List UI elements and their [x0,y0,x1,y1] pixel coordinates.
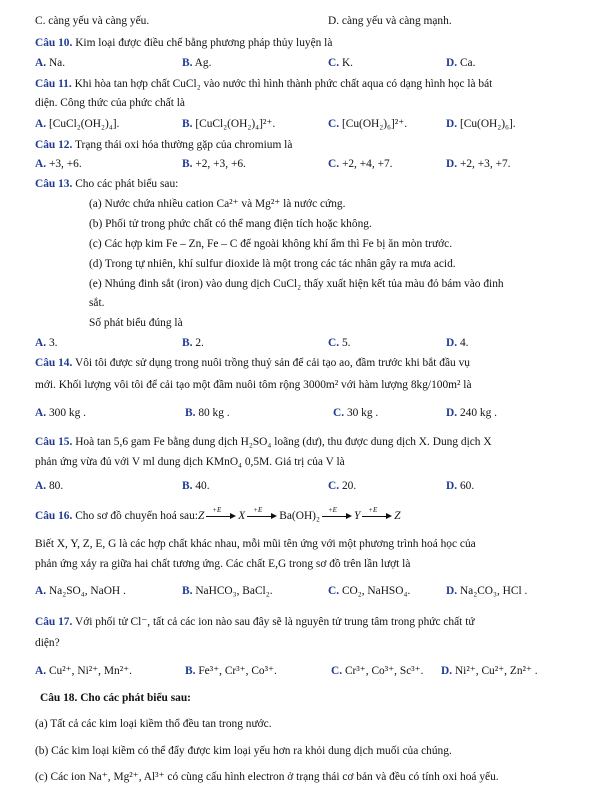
question-number: Câu 17. [35,616,73,628]
option-c: CO₂, NaHSO₄. [341,585,411,597]
reaction-arrow-icon: +E [206,511,236,521]
question-12 [35,138,589,153]
label-c: C. [328,158,340,170]
label-b: B. [182,337,193,349]
option-a: [CuCl₂(OH₂)₄]. [48,118,120,130]
option-a: 3. [48,337,58,349]
statement-d: (d) Trong tự nhiên, khí sulfur dioxide là một trong các tác nhân gây ra mưa acid. [89,258,456,270]
label-d: D. [441,665,453,677]
question-15-line-2: phản ứng vừa đủ với V ml dung dịch KMnO₄ 0,5M. Giá trị của V là [35,456,345,468]
label-c: C. [328,480,340,492]
label-c: C. [328,118,340,130]
question-number: Câu 12. [35,139,73,151]
option-c: +2, +4, +7. [341,158,393,170]
question-text: Hoà tan 5,6 gam Fe bằng dung dịch H₂SO₄ loãng (dư), thu được dung dịch X. Dung dịch X [72,436,492,448]
label-d: D. [446,480,458,492]
option-b: Ag. [194,57,212,69]
statement-c: (c) Các ion Na⁺, Mg²⁺, Al³⁺ có cùng cấu hình electron ở trạng thái cơ bản và đều có tính oxi hoá yếu. [35,771,499,783]
label-b: B. [182,585,193,597]
question-number: Câu 13. [35,178,73,190]
option-d: +2, +3, +7. [459,158,511,170]
question-14-line-1 [35,356,589,371]
option-d: Ca. [459,57,476,69]
option-b: 40. [195,480,210,492]
option-c: Cr³⁺, Co³⁺, Sc³⁺. [344,665,424,677]
question-number: Câu 10. [35,37,73,49]
option-b: 80 kg . [198,407,230,419]
question-11-line-2: diện. Công thức của phức chất là [35,97,185,109]
reaction-arrow-icon: +E [322,511,352,521]
label-a: A. [35,585,47,597]
reaction-arrow-icon: +E [362,511,392,521]
option-d: D. càng yếu và càng mạnh. [328,15,452,27]
label-a: A. [35,407,47,419]
option-c: 30 kg . [346,407,379,419]
option-a: 300 kg . [48,407,86,419]
statement-b: (b) Phối tử trong phức chất có thể mang điện tích hoặc không. [89,218,372,230]
scheme-node: Z [394,510,401,522]
question-17-line-1 [35,615,589,630]
label-b: B. [182,118,193,130]
question-18-heading [40,691,589,706]
statement-b: (b) Các kim loại kiềm có thể đẩy được kim loại yếu hơn ra khỏi dung dịch muối của chúng. [35,745,452,757]
statement-a: (a) Tất cả các kim loại kiềm thổ đều tan trong nước. [35,718,272,730]
option-a: Cu²⁺, Ni²⁺, Mn²⁺. [48,665,132,677]
statement-e-line-2: sắt. [89,297,105,309]
label-a: A. [35,480,47,492]
option-d: [Cu(OH₂)₆]. [459,118,516,130]
option-c: [Cu(OH₂)₆]²⁺. [341,118,408,130]
question-heading: Câu 18. Cho các phát biểu sau: [40,692,191,704]
option-c: 5. [341,337,351,349]
scheme-node: X [238,510,246,522]
question-number: Câu 11. [35,78,72,90]
option-b: 2. [195,337,204,349]
option-b: Fe³⁺, Cr³⁺, Co³⁺. [198,665,277,677]
question-13 [35,177,589,192]
label-a: A. [35,118,47,130]
option-a: Na₂SO₄, NaOH . [48,585,126,597]
question-15-line-1 [35,435,589,450]
label-c: C. [328,337,340,349]
statement-e-line-1: (e) Nhúng đinh sắt (iron) vào dung dịch CuCl₂ thấy xuất hiện kết tủa màu đỏ bám vào đinh [89,278,504,290]
label-d: D. [446,158,458,170]
option-d: 60. [459,480,475,492]
question-16-line-3: phản ứng xảy ra giữa hai chất tương ứng. Các chất E,G trong sơ đồ trên lần lượt là [35,558,411,570]
question-text: Khi hòa tan hợp chất CuCl₂ vào nước thì hình thành phức chất aqua có dạng hình học là bát [71,78,493,90]
option-c: C. càng yếu và càng yếu. [35,15,150,27]
scheme-node: Y [353,510,361,522]
question-text: Trạng thái oxi hóa thường gặp của chromium là [72,139,293,151]
question-text: Cho sơ đồ chuyển hoá sau: [72,510,198,522]
option-d: 4. [459,337,469,349]
label-a: A. [35,57,47,69]
question-16-line-2: Biết X, Y, Z, E, G là các hợp chất khác nhau, mỗi mũi tên ứng với một phương trình hoá học của [35,538,476,550]
label-b: B. [185,407,196,419]
question-text: Với phối tử Cl⁻, tất cả các ion nào sau đây sẽ là nguyên tử trung tâm trong phức chất tứ [72,616,475,628]
question-14-line-2: mới. Khối lượng vôi tôi để cải tạo một đầm nuôi tôm rộng 3000m² với hàm lượng 8kg/100m² là [35,379,472,391]
label-d: D. [446,407,458,419]
statement-c: (c) Các hợp kim Fe – Zn, Fe – C để ngoài không khí ẩm thì Fe bị ăn mòn trước. [89,238,453,250]
label-a: A. [35,337,47,349]
scheme-node: Z [197,510,205,522]
question-text: Vôi tôi được sử dụng trong nuôi trồng thuỷ sản để cải tạo ao, đầm trước khi bắt đầu vụ [72,357,470,369]
label-c: C. [333,407,345,419]
option-d: 240 kg . [459,407,497,419]
option-c: K. [341,57,354,69]
conversion-scheme [197,506,401,524]
option-b: [CuCl₂(OH₂)₄]²⁺. [195,118,276,130]
question-17-line-2: diện? [35,637,60,649]
question-11-line-1 [35,77,589,92]
label-c: C. [328,57,340,69]
label-d: D. [446,585,458,597]
label-d: D. [446,57,458,69]
option-b: NaHCO₃, BaCl₂. [195,585,273,597]
label-c: C. [328,585,340,597]
label-b: B. [182,158,193,170]
label-b: B. [182,57,193,69]
label-b: B. [185,665,196,677]
option-d: Na₂CO₃, HCl . [459,585,528,597]
statement-a: (a) Nước chứa nhiều cation Ca²⁺ và Mg²⁺ là nước cứng. [89,198,346,210]
reaction-arrow-icon: +E [247,511,277,521]
label-a: A. [35,158,47,170]
label-c: C. [331,665,343,677]
option-d: Ni²⁺, Cu²⁺, Zn²⁺ . [454,665,538,677]
question-number: Câu 14. [35,357,73,369]
label-d: D. [446,337,458,349]
label-a: A. [35,665,47,677]
scheme-node: Ba(OH)₂ [279,510,320,522]
question-16 [35,506,589,524]
question-text: Kim loại được điều chế bằng phương pháp thủy luyện là [72,37,333,49]
option-a: +3, +6. [48,158,82,170]
question-13-ask: Số phát biểu đúng là [89,317,183,329]
option-b: +2, +3, +6. [195,158,246,170]
question-10 [35,36,589,51]
question-text: Cho các phát biểu sau: [72,178,179,190]
option-a: 80. [48,480,64,492]
option-c: 20. [341,480,357,492]
question-number: Câu 15. [35,436,73,448]
question-number: Câu 16. [35,510,73,522]
label-d: D. [446,118,458,130]
option-a: Na. [48,57,66,69]
label-b: B. [182,480,193,492]
